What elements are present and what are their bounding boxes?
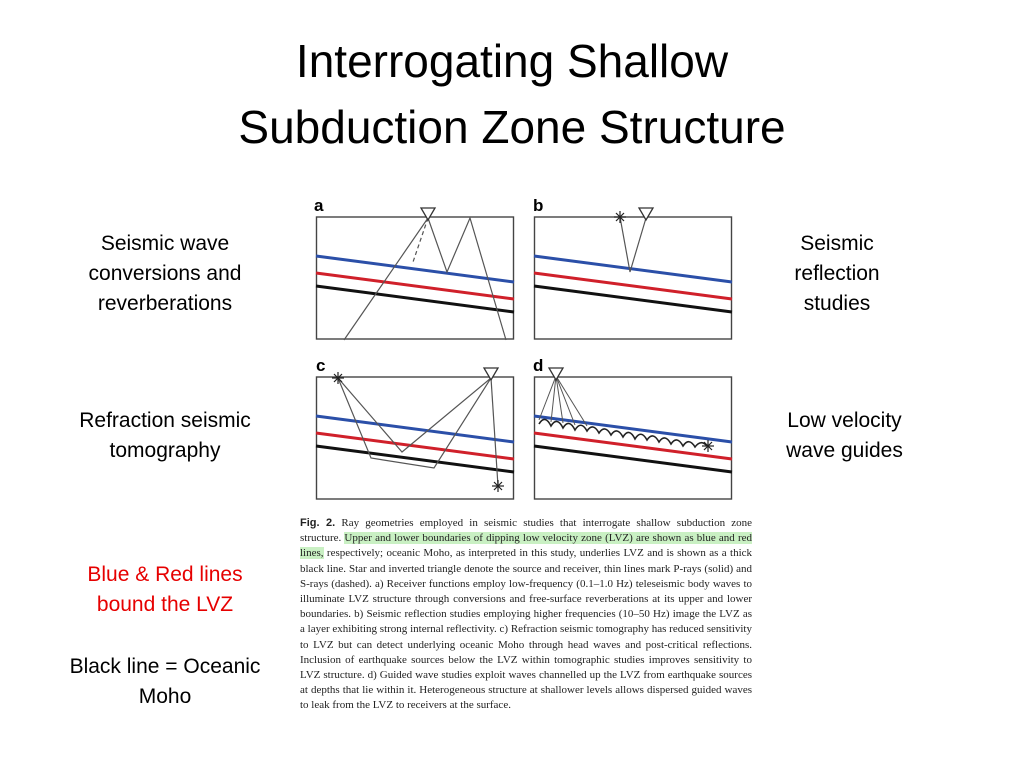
label-panel-b	[752, 229, 922, 319]
label-panel-c	[55, 406, 275, 466]
note-moho-line-1: Black line = Oceanic	[69, 655, 261, 678]
note-moho-line-2: Moho	[138, 685, 192, 708]
label-d-line-1: Low velocity	[787, 409, 902, 432]
reflection-ray	[620, 217, 646, 272]
leaking-ray-4	[556, 376, 575, 425]
title-line-1: Interrogating Shallow	[295, 35, 729, 87]
panel-letter-c: c	[316, 356, 326, 375]
panel-letter-d: d	[533, 356, 544, 375]
oceanic-moho	[534, 446, 732, 472]
label-panel-a	[60, 229, 270, 319]
panel-c-diagram	[316, 376, 514, 500]
label-b-line-3: studies	[803, 292, 871, 315]
receiver-triangle-icon	[639, 208, 653, 220]
caption-label: Fig. 2.	[300, 517, 336, 529]
figure-caption	[300, 516, 752, 714]
caption-text-2: respectively; oceanic Moho, as interpreted in this study, underlies LVZ and is shown as a thick black line. Star and inverted triangle denote the source and receiver, thin lines mark P-rays (solid) and S-rays (dashed). a) Receiver functions employ low-frequency (0.1–1.0 Hz) teleseismic body waves to illuminate LVZ structure through conversions and free-surface reverberations at its upper and lower boundaries. b) Seismic reflection studies employing higher frequencies (10–50 Hz) image the LVZ as a layer exhibiting strong internal reflectivity. c) Refraction seismic tomography has reduced sensitivity to LVZ but can detect underlying oceanic Moho through head waves and post-critical reflections. Inclusion of earthquake sources below the LVZ within tomographic studies improves sensitivity to LVZ structure. d) Guided wave studies exploit waves channelled up the LVZ from earthquake sources at depths that lie within it. Heterogeneous structure at shallower levels allows dispersed guided waves to leak from the LVZ to receivers at the surface.	[300, 547, 753, 712]
deep-source-star-icon	[492, 480, 504, 492]
receiver-triangle-icon	[549, 368, 563, 380]
source-star-icon	[614, 211, 626, 223]
receiver-triangle-icon	[421, 208, 435, 220]
panel-letter-a: a	[314, 196, 324, 215]
label-panel-d	[752, 406, 937, 466]
oceanic-moho	[316, 286, 514, 312]
guided-wave	[539, 419, 707, 447]
oceanic-moho	[316, 446, 514, 472]
panel-a-diagram	[316, 216, 514, 340]
label-d-line-2: wave guides	[786, 439, 903, 462]
panel-letter-b: b	[533, 196, 544, 215]
label-b-line-2: reflection	[794, 262, 880, 285]
source-star-icon	[702, 440, 714, 452]
label-a-line-2: conversions and	[88, 262, 242, 285]
note-lvz-line-1: Blue & Red lines	[87, 563, 243, 586]
label-a-line-3: reverberations	[97, 292, 233, 315]
caption-highlight: Upper and lower boundaries of dipping low velocity zone (LVZ) are shown as blue and red lines,	[300, 532, 752, 560]
slide-title	[0, 28, 1024, 160]
label-b-line-1: Seismic	[800, 232, 874, 255]
caption-text-1: Ray geometries employed in seismic studies that interrogate shallow subduction zone structure.	[300, 517, 753, 545]
title-line-2: Subduction Zone Structure	[238, 101, 786, 153]
s-ray	[413, 218, 428, 262]
oceanic-moho	[534, 286, 732, 312]
note-lvz-line-2: bound the LVZ	[96, 593, 234, 616]
label-c-line-2: tomography	[109, 439, 221, 462]
note-lvz	[55, 560, 275, 620]
receiver-triangle-icon	[484, 368, 498, 380]
label-a-line-1: Seismic wave	[100, 232, 230, 255]
panel-d-diagram	[534, 376, 732, 500]
leaking-ray-3	[556, 376, 563, 423]
note-moho	[50, 652, 280, 712]
label-c-line-1: Refraction seismic	[79, 409, 251, 432]
panel-b-diagram	[534, 216, 732, 340]
